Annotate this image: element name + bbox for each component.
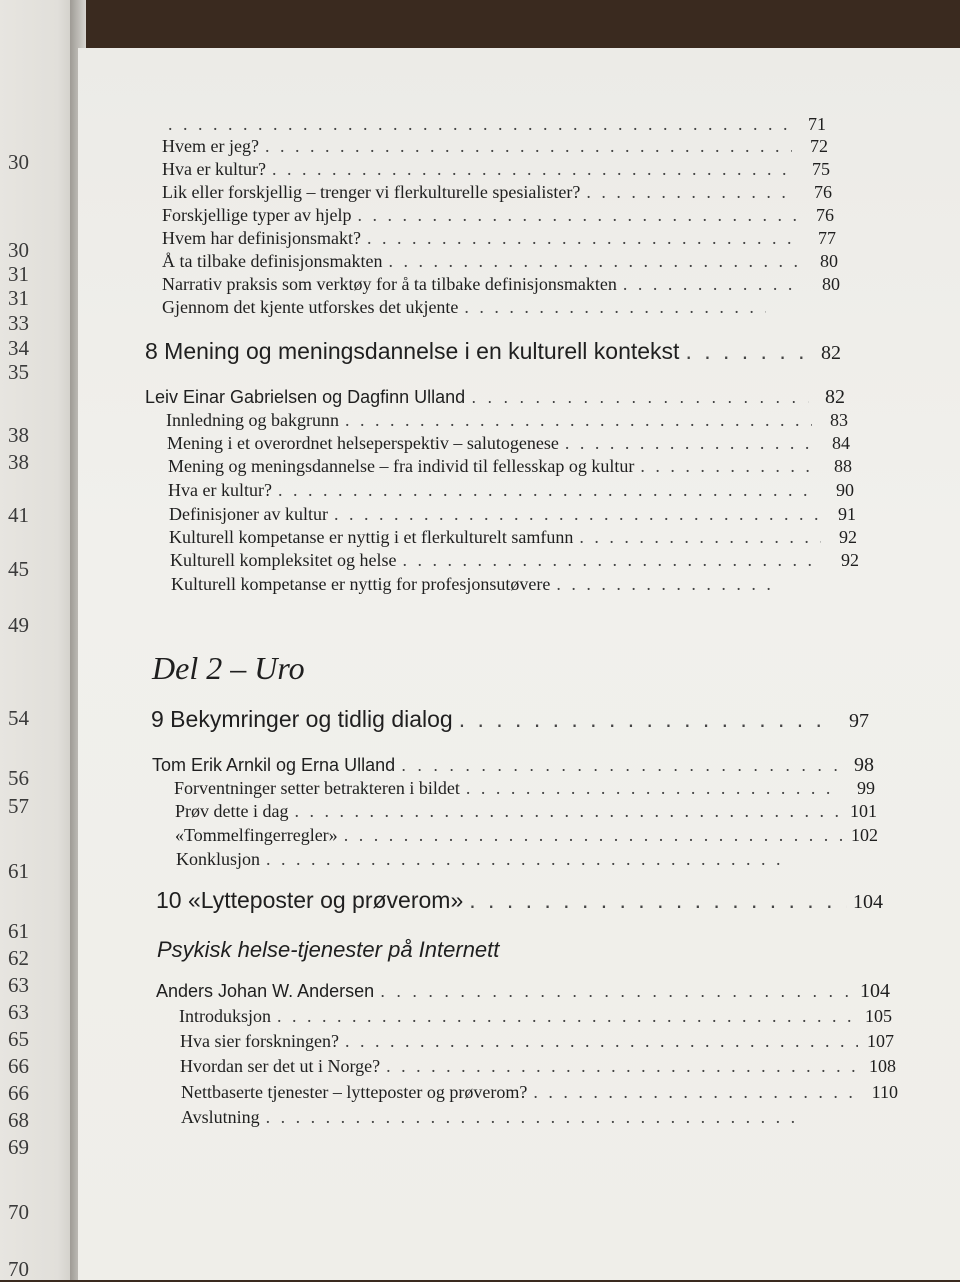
left-page-number: 56 (8, 766, 29, 790)
author-names: Leiv Einar Gabrielsen og Dagfinn Ulland (145, 387, 466, 407)
left-page-number: 35 (8, 360, 29, 384)
toc-entry (162, 114, 826, 135)
toc-entry-title: Mening og meningsdannelse – fra individ til fellesskap og kultur (168, 456, 635, 476)
toc-entry (169, 504, 856, 525)
toc-entry (170, 550, 859, 571)
toc-entry-title: Kulturell kompleksitet og helse (170, 550, 397, 570)
toc-entry-title: Prøv dette i dag (175, 801, 289, 821)
toc-page-number: 72 (810, 136, 828, 156)
toc-entry (162, 136, 828, 157)
left-page-number: 57 (8, 794, 29, 818)
toc-entry-title: Narrativ praksis som verktøy for å ta tilbake definisjonsmakten (162, 274, 617, 294)
chapter-authors (152, 754, 874, 777)
toc-entry (162, 228, 836, 249)
toc-page-number: 83 (830, 410, 848, 430)
toc-entry (168, 480, 854, 501)
left-page-number: 49 (8, 613, 29, 637)
toc-page-number: 92 (839, 527, 857, 547)
toc-entry (180, 1056, 896, 1077)
toc-entry (162, 182, 832, 203)
toc-entry (171, 574, 811, 595)
left-page-number: 68 (8, 1108, 29, 1132)
toc-entry (174, 778, 875, 799)
toc-entry-title: Kulturell kompetanse er nyttig for profesjonsutøvere (171, 574, 551, 594)
toc-page-number: 105 (865, 1006, 892, 1026)
toc-page-number: 107 (867, 1031, 894, 1051)
toc-entry-title: Kulturell kompetanse er nyttig i et flerkulturelt samfunn (169, 527, 574, 547)
toc-entry-title: Forskjellige typer av hjelp (162, 205, 352, 225)
toc-entry (162, 251, 838, 272)
toc-page-number: 80 (822, 274, 840, 294)
left-page-number: 61 (8, 859, 29, 883)
toc-entry (169, 527, 857, 548)
toc-entry-title: Definisjoner av kultur (169, 504, 328, 524)
toc-page-number: 77 (818, 228, 836, 248)
left-page-number: 63 (8, 1000, 29, 1024)
chapter-authors (156, 980, 890, 1003)
toc-entry-title: Introduksjon (179, 1006, 271, 1026)
left-page-number: 31 (8, 262, 29, 286)
left-page-number: 33 (8, 311, 29, 335)
toc-entry-title: Nettbaserte tjenester – lytteposter og prøverom? (181, 1082, 528, 1102)
toc-entry-title: Mening i et overordnet helseperspektiv – salutogenese (167, 433, 559, 453)
toc-page-number: 88 (834, 456, 852, 476)
toc-entry-title: Konklusjon (176, 849, 261, 869)
toc-entry (166, 410, 848, 431)
toc-page-number: 104 (853, 891, 883, 913)
toc-entry-title: Gjennom det kjente utforskes det ukjente (162, 297, 459, 317)
toc-page-number: 110 (871, 1082, 898, 1102)
toc-entry (180, 1031, 894, 1052)
toc-page-number: 99 (857, 778, 875, 798)
toc-page-number: 101 (850, 801, 877, 821)
chapter-title: 9 Bekymringer og tidlig dialog (151, 706, 453, 732)
left-page-number: 30 (8, 150, 29, 174)
left-page-number: 30 (8, 238, 29, 262)
left-page-number: 69 (8, 1135, 29, 1159)
toc-page-number: 102 (851, 825, 878, 845)
author-names: Tom Erik Arnkil og Erna Ulland (152, 755, 396, 775)
left-page-number: 65 (8, 1027, 29, 1051)
left-page-number: 54 (8, 706, 29, 730)
toc-entry-title: Lik eller forskjellig – trenger vi flerkulturelle spesialister? (162, 182, 581, 202)
toc-page-number: 76 (814, 182, 832, 202)
left-page-number: 66 (8, 1054, 29, 1078)
toc-entry (175, 825, 878, 846)
toc-entry-title: Hva er kultur? (168, 480, 272, 500)
chapter-title: 8 Mening og meningsdannelse i en kulturell kontekst (145, 338, 680, 364)
toc-entry-title: Hvem har definisjonsmakt? (162, 228, 361, 248)
toc-entry (162, 159, 830, 180)
toc-page-number: 97 (849, 710, 869, 732)
toc-entry (162, 205, 834, 226)
toc-entry (181, 1107, 841, 1128)
toc-entry-title: Innledning og bakgrunn (166, 410, 339, 430)
left-page-number: 62 (8, 946, 29, 970)
left-page-number: 38 (8, 450, 29, 474)
toc-page-number: 91 (838, 504, 856, 524)
toc-entry (162, 274, 840, 295)
left-page-number: 41 (8, 503, 29, 527)
left-page-number: 70 (8, 1257, 29, 1281)
toc-entry (167, 433, 850, 454)
toc-page-number: 76 (816, 205, 834, 225)
left-page-number: 66 (8, 1081, 29, 1105)
toc-page-number: 75 (812, 159, 830, 179)
toc-entry (181, 1082, 898, 1103)
toc-page-number: 82 (825, 386, 845, 408)
toc-entry-title: Hva sier forskningen? (180, 1031, 339, 1051)
toc-entry (168, 456, 852, 477)
chapter-authors (145, 386, 845, 409)
author-names: Anders Johan W. Andersen (156, 981, 375, 1001)
toc-entry-title: Hvordan ser det ut i Norge? (180, 1056, 381, 1076)
toc-entry-title: Forventninger setter betrakteren i bildet (174, 778, 460, 798)
left-page-number: 63 (8, 973, 29, 997)
toc-entry-title: Avslutning (181, 1107, 260, 1127)
left-page-number: 31 (8, 286, 29, 310)
chapter-title: 10 «Lytteposter og prøverom» (156, 887, 464, 913)
left-page-number: 38 (8, 423, 29, 447)
toc-entry (176, 849, 826, 870)
toc-page-number: 104 (860, 980, 890, 1002)
chapter-subtitle: Psykisk helse-tjenester på Internett (157, 937, 500, 962)
chapter-heading (151, 706, 869, 733)
toc-entry (175, 801, 877, 822)
toc-entry-title: Hvem er jeg? (162, 136, 259, 156)
toc-page-number: 84 (832, 433, 850, 453)
toc-page-number: 82 (821, 342, 841, 364)
toc-entry (179, 1006, 892, 1027)
left-page-number: 70 (8, 1200, 29, 1224)
toc-entry-title: Hva er kultur? (162, 159, 266, 179)
toc-page-number: 108 (869, 1056, 896, 1076)
toc-page-number: 80 (820, 251, 838, 271)
left-page-number: 61 (8, 919, 29, 943)
toc-page-number: 90 (836, 480, 854, 500)
toc-entry (162, 297, 802, 318)
toc-page-number: 71 (808, 114, 826, 134)
toc-page-number: 92 (841, 550, 859, 570)
left-page-number: 45 (8, 557, 29, 581)
toc-entry-title: Å ta tilbake definisjonsmakten (162, 251, 383, 271)
toc-page-number: 98 (854, 754, 874, 776)
toc-entry-title: «Tommelfingerregler» (175, 825, 338, 845)
chapter-heading (145, 338, 841, 365)
chapter-heading (156, 887, 883, 914)
left-page-number: 34 (8, 336, 29, 360)
part-heading: Del 2 – Uro (152, 650, 305, 686)
